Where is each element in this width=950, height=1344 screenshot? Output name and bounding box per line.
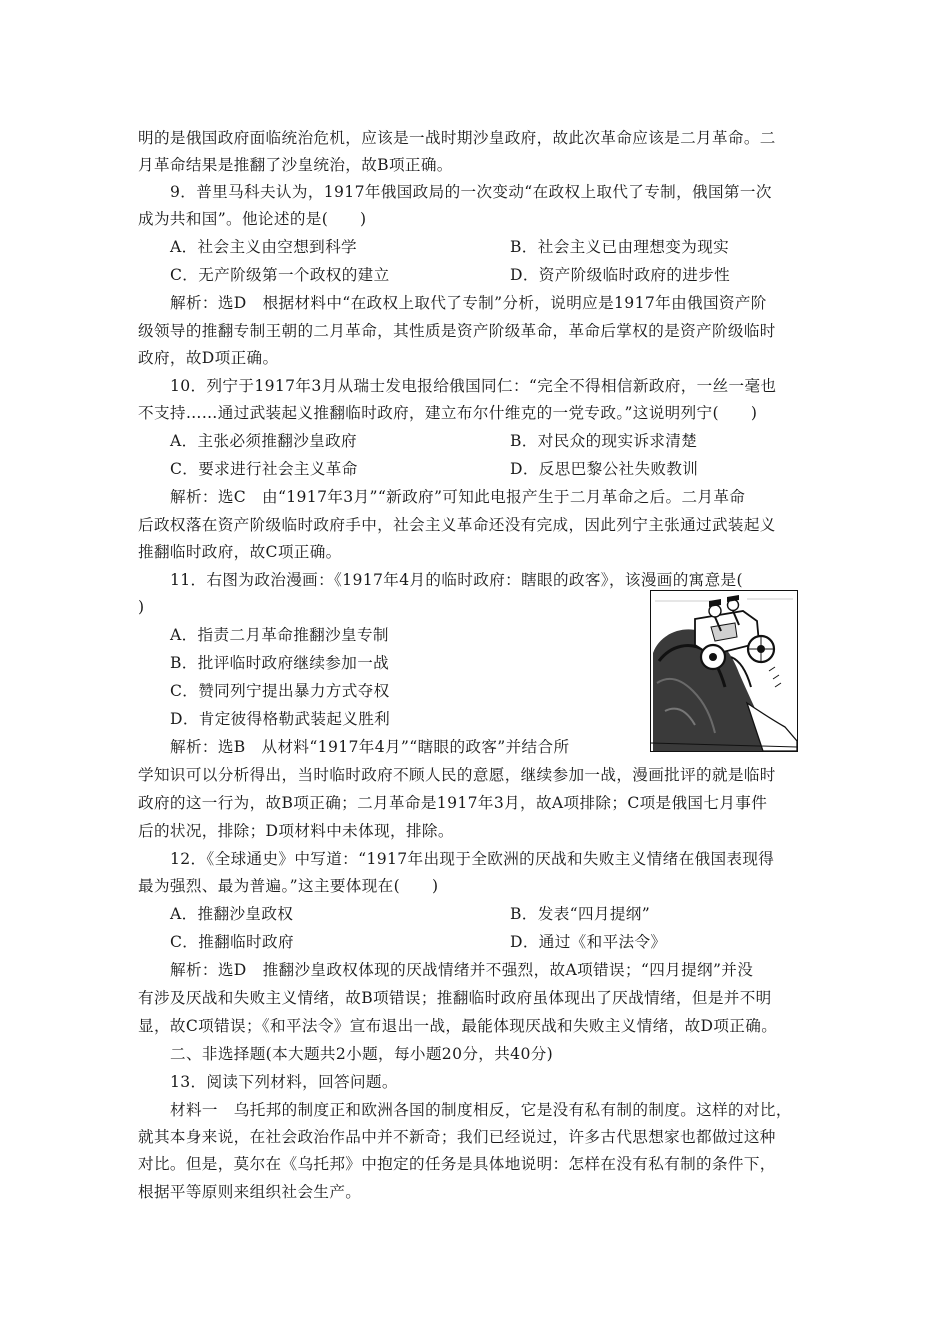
question-11-option-d: D．肯定彼得格勒武装起义胜利 <box>170 710 391 728</box>
question-12-option-a: A．推翻沙皇政权 <box>170 905 294 923</box>
question-11-answer: 解析：选B 从材料“1917年4月”“瞎眼的政客”并结合所 <box>170 738 570 756</box>
question-12-option-c: C．推翻临时政府 <box>170 933 294 951</box>
question-9-stem: 9．普里马科夫认为，1917年俄国政局的一次变动“在政权上取代了专制，俄国第一次 <box>170 183 772 201</box>
question-11-option-c: C．赞同列宁提出暴力方式夺权 <box>170 682 390 700</box>
question-9-option-b: B．社会主义已由理想变为现实 <box>510 238 730 256</box>
section-heading: 二、非选择题(本大题共2小题，每小题20分，共40分) <box>170 1045 554 1063</box>
question-13-material: 材料一 乌托邦的制度正和欧洲各国的制度相反，它是没有私有制的制度。这样的对比， <box>170 1101 792 1119</box>
question-13-material: 就其本身来说，在社会政治作品中并不新奇；我们已经说过，许多古代思想家也都做过这种 <box>138 1128 776 1146</box>
question-11-answer: 后的状况，排除；D项材料中未体现，排除。 <box>138 822 454 840</box>
paragraph-line: 明的是俄国政府面临统治危机，应该是一战时期沙皇政府，故此次革命应该是二月革命。二 <box>138 129 776 147</box>
question-11-option-a: A．指责二月革命推翻沙皇专制 <box>170 626 389 644</box>
question-12-answer: 解析：选D 推翻沙皇政权体现的厌战情绪并不强烈，故A项错误；“四月提纲”并没 <box>170 961 754 979</box>
question-10-option-a: A．主张必须推翻沙皇政府 <box>170 432 357 450</box>
question-12-answer: 有涉及厌战和失败主义情绪，故B项错误；推翻临时政府虽体现出了厌战情绪，但是并不明 <box>138 989 772 1007</box>
question-11-stem: 11．右图为政治漫画：《1917年4月的临时政府：瞎眼的政客》，该漫画的寓意是( <box>170 571 743 589</box>
question-10-option-d: D．反思巴黎公社失败教训 <box>510 460 699 478</box>
question-9-stem: 成为共和国”。他论述的是( ) <box>138 210 367 228</box>
question-10-option-c: C．要求进行社会主义革命 <box>170 460 358 478</box>
question-12-option-d: D．通过《和平法令》 <box>510 933 667 951</box>
question-10-stem: 10．列宁于1917年3月从瑞士发电报给俄国同仁：“完全不得相信新政府，一丝一毫也 <box>170 377 777 395</box>
question-12-stem: 12．《全球通史》中写道：“1917年出现于全欧洲的厌战和失败主义情绪在俄国表现得 <box>170 850 775 868</box>
question-11-stem: ) <box>138 598 145 616</box>
question-11-answer: 政府的这一行为，故B项正确；二月革命是1917年3月，故A项排除；C项是俄国七月事件 <box>138 794 768 812</box>
question-11-option-b: B．批评临时政府继续参加一战 <box>170 654 390 672</box>
question-13-stem: 13．阅读下列材料，回答问题。 <box>170 1073 398 1091</box>
question-11-answer: 学知识可以分析得出，当时临时政府不顾人民的意愿，继续参加一战，漫画批评的就是临时 <box>138 766 776 784</box>
question-9-option-d: D．资产阶级临时政府的进步性 <box>510 266 731 284</box>
question-9-option-a: A．社会主义由空想到科学 <box>170 238 357 256</box>
question-10-answer: 解析：选C 由“1917年3月”“新政府”可知此电报产生于二月革命之后。二月革命 <box>170 488 746 506</box>
question-9-answer: 解析：选D 根据材料中“在政权上取代了专制”分析，说明应是1917年由俄国资产阶 <box>170 294 767 312</box>
question-9-answer: 级领导的推翻专制王朝的二月革命，其性质是资产阶级革命，革命后掌权的是资产阶级临时 <box>138 322 776 340</box>
question-13-material: 对比。但是，莫尔在《乌托邦》中抱定的任务是具体地说明：怎样在没有私有制的条件下， <box>138 1155 776 1173</box>
question-12-stem: 最为强烈、最为普遍。”这主要体现在( ) <box>138 877 439 895</box>
question-10-answer: 推翻临时政府，故C项正确。 <box>138 543 342 561</box>
question-9-answer: 政府，故D项正确。 <box>138 349 279 367</box>
question-9-option-c: C．无产阶级第一个政权的建立 <box>170 266 390 284</box>
paragraph-line: 月革命结果是推翻了沙皇统治，故B项正确。 <box>138 156 453 174</box>
question-13-material: 根据平等原则来组织社会生产。 <box>138 1183 362 1201</box>
question-10-option-b: B．对民众的现实诉求清楚 <box>510 432 698 450</box>
question-12-option-b: B．发表“四月提纲” <box>510 905 651 923</box>
question-10-answer: 后政权落在资产阶级临时政府手中，社会主义革命还没有完成，因此列宁主张通过武装起义 <box>138 516 776 534</box>
question-12-answer: 显，故C项错误；《和平法令》宣布退出一战，最能体现厌战和失败主义情绪，故D项正确。 <box>138 1017 778 1035</box>
question-10-stem: 不支持……通过武装起义推翻临时政府，建立布尔什维克的一党专政。”这说明列宁( ) <box>138 404 758 422</box>
political-cartoon-image <box>650 590 798 752</box>
